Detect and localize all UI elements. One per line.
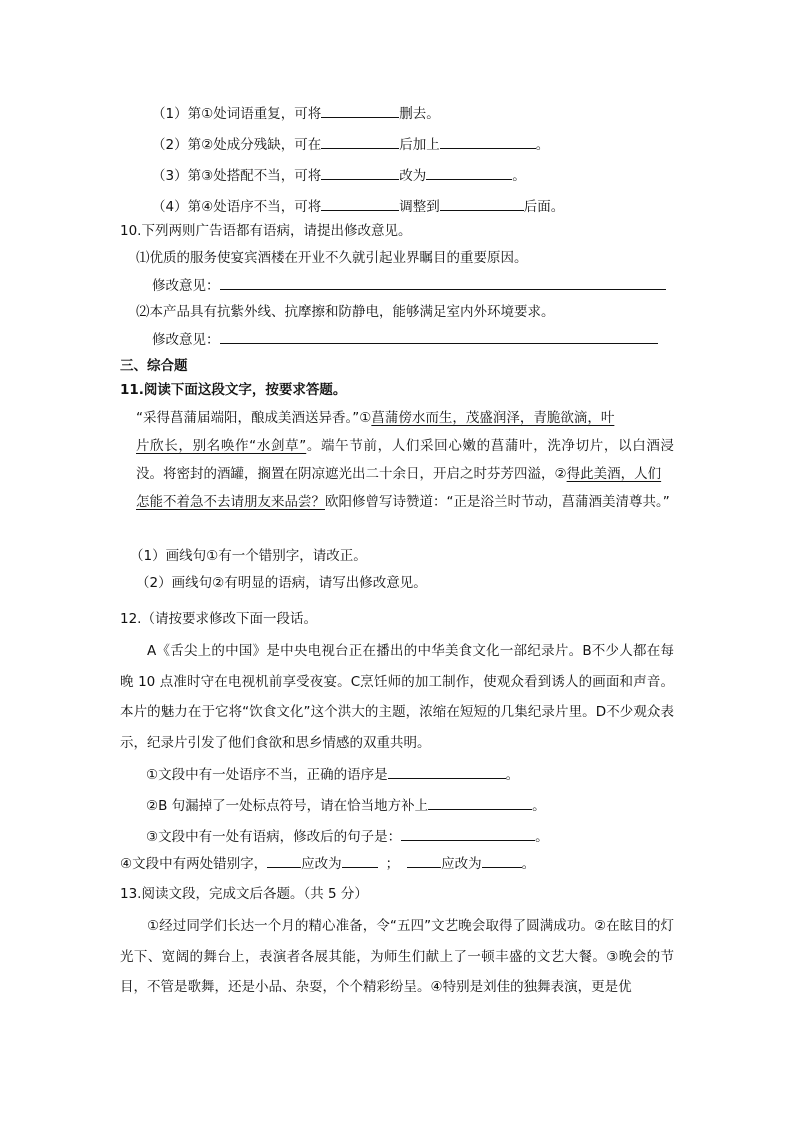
- q13-passage: ①经过同学们长达一个月的精心准备，令“五四”文艺晚会取得了圆满成功。②在眩目的灯光下、宽阔的舞台上，表演者各展其能，为师生们献上了一顿丰盛的文艺大餐。③晚会的节目，不管是歌舞，还是小品、杂耍，个个精彩纷呈。④特别是刘佳的独舞表演，更是优: [120, 918, 674, 995]
- q9-item-3-end: 。: [512, 168, 526, 184]
- q12-sub-4-text: ④文段中有两处错别字，: [120, 856, 268, 872]
- answer-blank[interactable]: [482, 853, 522, 868]
- q12-sub-3: [146, 826, 549, 847]
- q12-sub-4: [120, 853, 535, 874]
- q9-item-3: [152, 165, 526, 186]
- underlined-sentence-2-cont: 怎能不着急不去请朋友来品尝？: [136, 494, 325, 510]
- q11-passage-part: “采得菖蒲届端阳，酿成美酒送异香。”①: [136, 410, 372, 426]
- answer-blank[interactable]: [321, 103, 399, 118]
- q12-sub-4-end: 。: [521, 856, 536, 872]
- q11-passage: [136, 404, 674, 516]
- q12-sub-3-end: 。: [535, 829, 549, 845]
- answer-blank[interactable]: [342, 853, 378, 868]
- q10-answer-2-label: 修改意见：: [152, 332, 220, 348]
- q12-sub-1: [146, 764, 519, 785]
- q9-item-4-end: 后面。: [523, 199, 565, 215]
- q11-sub-2: （2）画线句②有明显的语病，请写出修改意见。: [136, 575, 427, 591]
- q12-sub-3-text: ③文段中有一处有语病，修改后的句子是：: [146, 829, 402, 845]
- q12-sub-4-mid-2: 应改为: [441, 856, 482, 872]
- q9-item-2-text: （2）第②处成分残缺，可在: [152, 137, 322, 153]
- answer-line[interactable]: [220, 275, 666, 290]
- q12-sub-1-text: ①文段中有一处语序不当，正确的语序是: [146, 767, 388, 783]
- answer-blank[interactable]: [401, 826, 535, 841]
- q11-sub-1: （1）画线句①有一个错别字，请改正。: [130, 548, 367, 564]
- q12-sub-1-end: 。: [505, 767, 520, 783]
- q9-item-3-mid: 改为: [399, 168, 427, 184]
- q10-answer-1: [152, 275, 666, 296]
- underlined-sentence-1-cont: 片欣长，别名唤作“水剑草”: [136, 438, 307, 454]
- q11-passage-part: 。端午节前，人们采回心嫩的菖蒲叶，洗净切片，以白酒浸没。将密封的酒罐，搁置在阴凉遮光出二十余日，开启之时芬芳四溢，②: [136, 438, 674, 482]
- q11-title: 11.阅读下面这段文字，按要求答题。: [120, 382, 347, 398]
- underlined-sentence-1: 菖蒲傍水而生，茂盛润泽，青脆欲滴，叶: [371, 410, 615, 426]
- q9-item-1-text: （1）第①处词语重复，可将: [152, 106, 322, 122]
- q12-sub-4-separator: ；: [385, 856, 400, 872]
- q9-item-2: [152, 134, 549, 155]
- q12-sub-2-end: 。: [532, 798, 546, 814]
- answer-blank[interactable]: [407, 853, 441, 868]
- answer-line[interactable]: [220, 329, 658, 344]
- q10-title: 10.下列两则广告语都有语病，请提出修改意见。: [120, 223, 412, 239]
- q10-item-2: ⑵本产品具有抗紫外线、抗摩擦和防静电，能够满足室内外环境要求。: [136, 304, 555, 320]
- answer-blank[interactable]: [426, 165, 512, 180]
- q9-item-1-end: 删去。: [399, 106, 440, 122]
- q13-title: 13.阅读文段，完成文后各题。（共 5 分）: [120, 886, 368, 902]
- q9-item-3-text: （3）第③处搭配不当，可将: [152, 168, 322, 184]
- q12-sub-2: [146, 795, 546, 816]
- q11-passage-part: 欧阳修曾写诗赞道：“正是浴兰时节动，菖蒲酒美清尊共。”: [325, 494, 670, 510]
- q9-item-4-mid: 调整到: [399, 199, 440, 215]
- q9-item-2-end: 。: [535, 137, 550, 153]
- answer-blank[interactable]: [321, 134, 399, 149]
- answer-blank[interactable]: [321, 165, 399, 180]
- q12-title: 12.（请按要求修改下面一段话。: [120, 611, 317, 627]
- q12-sub-4-mid: 应改为: [301, 856, 342, 872]
- answer-blank[interactable]: [428, 795, 532, 810]
- answer-blank[interactable]: [388, 764, 506, 779]
- answer-blank[interactable]: [321, 196, 399, 211]
- section-heading: 三、综合题: [120, 358, 188, 374]
- underlined-sentence-2: 得此美酒，人们: [566, 466, 662, 482]
- q9-item-1: [152, 103, 440, 124]
- q10-answer-1-label: 修改意见：: [152, 278, 220, 294]
- q9-item-2-mid: 后加上: [399, 137, 440, 153]
- q10-answer-2: [152, 329, 658, 350]
- q10-item-1: ⑴优质的服务使宴宾酒楼在开业不久就引起业界瞩目的重要原因。: [136, 250, 528, 266]
- answer-blank[interactable]: [267, 853, 301, 868]
- q12-passage: A《舌尖上的中国》是中央电视台正在播出的中华美食文化一部纪录片。B不少人都在每晚 10 点准时守在电视机前享受夜宴。C烹饪师的加工制作，使观众看到诱人的画面和声音。本片的魅力在于它将“饮食文化”这个洪大的主题，浓缩在短短的几集纪录片里。D不少观众表示，纪录片引发了他们食欲和思乡情感的双重共明。: [120, 643, 674, 751]
- q9-item-4: [152, 196, 564, 217]
- answer-blank[interactable]: [440, 196, 524, 211]
- q9-item-4-text: （4）第④处语序不当，可将: [152, 199, 322, 215]
- answer-blank[interactable]: [440, 134, 536, 149]
- q12-sub-2-text: ②B 句漏掉了一处标点符号，请在恰当地方补上: [146, 798, 429, 814]
